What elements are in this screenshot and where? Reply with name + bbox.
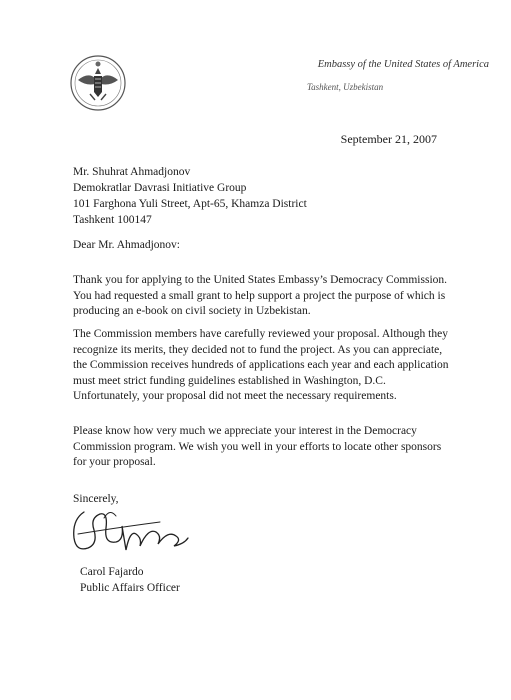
handwritten-signature (64, 500, 194, 564)
body-paragraph-1: Thank you for applying to the United States Embassy’s Democracy Commission. You had requested a small grant to help support a project the purpose of which is producing an e-book on civil society in Uzbekistan. (73, 274, 448, 317)
signer-name: Carol Fajardo (80, 566, 144, 578)
signer-title: Public Affairs Officer (80, 582, 180, 594)
recipient-city: Tashkent 100147 (73, 214, 152, 226)
salutation: Dear Mr. Ahmadjonov: (73, 239, 180, 251)
signer-block (80, 564, 180, 596)
recipient-street: 101 Farghona Yuli Street, Apt-65, Khamza District (73, 198, 307, 210)
letterhead-organization: Embassy of the United States of America (317, 59, 489, 70)
recipient-organization: Demokratlar Davrasi Initiative Group (73, 182, 247, 194)
closing: Sincerely, (73, 493, 119, 505)
recipient-address (73, 164, 307, 228)
recipient-name: Mr. Shuhrat Ahmadjonov (73, 166, 191, 178)
letterhead-city: Tashkent, Uzbekistan (307, 82, 384, 92)
letter-date: September 21, 2007 (340, 132, 437, 146)
body-paragraph-2: The Commission members have carefully reviewed your proposal. Although they recognize its merits, they decided not to fund the project. As you can appreciate, the Commission receives hundreds of applications each year and each application must meet strict funding guidelines established in Washington, D.C. Unfortunately, your proposal did not meet the necessary requirements. (73, 328, 449, 402)
body-paragraph-3: Please know how very much we appreciate your interest in the Democracy Commission program. We wish you well in your efforts to locate other sponsors for your proposal. (73, 425, 442, 468)
great-seal-eagle-icon (68, 54, 128, 112)
